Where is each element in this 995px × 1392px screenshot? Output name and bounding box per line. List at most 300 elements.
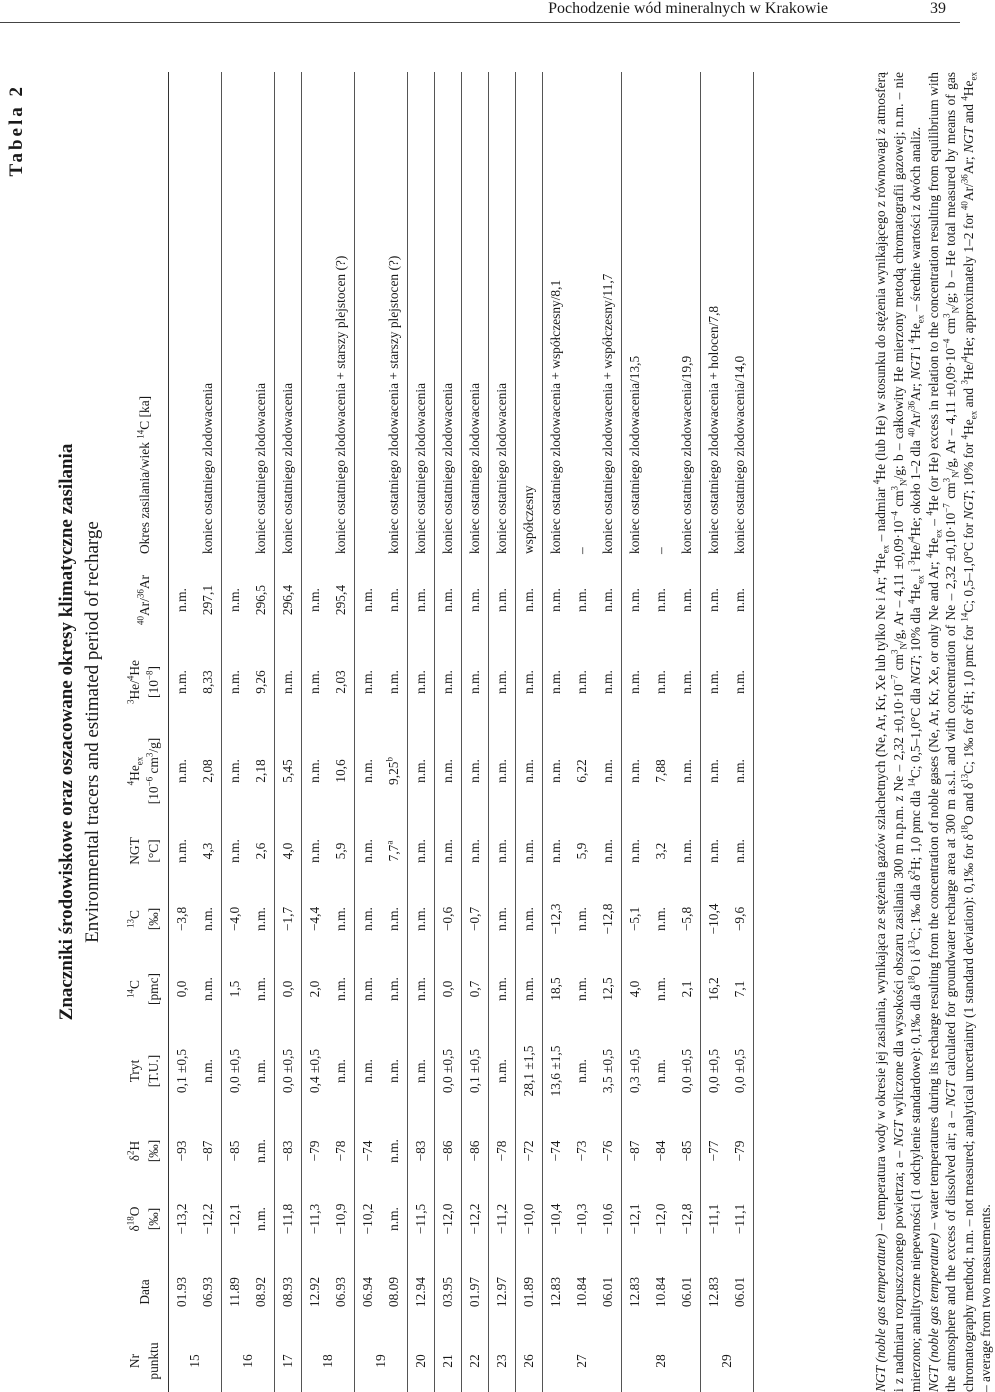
cell-nr: 28 — [622, 1330, 701, 1392]
cell-c13 — [195, 884, 222, 954]
cell-ngt — [569, 818, 595, 884]
cell-he4-value: 7,88 — [653, 759, 668, 783]
cell-ar — [543, 560, 570, 640]
cell-ar — [248, 560, 275, 640]
col-header-he4: $^4He_{ex}$ [$10^{-6}$ $cm^3/g$] — [120, 724, 169, 818]
table-row — [248, 72, 275, 1392]
cell-c14 — [275, 954, 302, 1024]
cell-d2h-value: −83 — [280, 1140, 295, 1162]
table-row — [674, 72, 701, 1392]
cell-tryt — [195, 1024, 222, 1118]
cell-he4 — [727, 724, 754, 818]
cell-he4 — [595, 724, 622, 818]
cell-he4 — [489, 724, 516, 818]
cell-he3 — [462, 640, 489, 724]
cell-c13 — [328, 884, 355, 954]
cell-tryt-value: n.m. — [253, 1059, 268, 1083]
cell-he3 — [381, 640, 408, 724]
cell-ar-value: n.m. — [413, 588, 428, 612]
cell-he4 — [381, 724, 408, 818]
cell-d18o-value: n.m. — [253, 1207, 268, 1231]
cell-d18o-value: −11,5 — [413, 1203, 428, 1235]
cell-zas — [462, 72, 489, 560]
cell-he4 — [435, 724, 462, 818]
cell-tryt — [222, 1024, 249, 1118]
cell-ngt-value: n.m. — [413, 839, 428, 863]
cell-c14-value: n.m. — [360, 977, 375, 1001]
cell-zas-value: koniec ostatniego zlodowacenia/14,0 — [732, 355, 747, 554]
cell-c14-value: 4,0 — [627, 980, 642, 998]
cell-c13-value: −5,8 — [679, 906, 694, 932]
cell-tryt-value: n.m. — [413, 1059, 428, 1083]
cell-d2h-value: −93 — [174, 1140, 189, 1162]
cell-zas — [248, 72, 275, 560]
cell-zas — [543, 72, 570, 560]
cell-d2h — [195, 1118, 222, 1184]
cell-c13-value: −4,4 — [307, 906, 322, 932]
cell-c14-value: 1,5 — [227, 980, 242, 998]
cell-c14-value: n.m. — [653, 977, 668, 1001]
rotated-table-page — [0, 71, 993, 1392]
cell-tryt — [595, 1024, 622, 1118]
cell-ar — [381, 560, 408, 640]
cell-c14-value: n.m. — [413, 977, 428, 1001]
cell-he4 — [248, 724, 275, 818]
cell-ngt — [275, 818, 302, 884]
col-header-he3: $^3$He/$^4$He $[10^{-8}]$ — [120, 640, 169, 724]
cell-tryt — [543, 1024, 570, 1118]
cell-c13 — [355, 884, 382, 954]
cell-d2h — [355, 1118, 382, 1184]
cell-d18o — [489, 1184, 516, 1254]
cell-ar — [516, 560, 543, 640]
cell-he3-value: n.m. — [548, 670, 563, 694]
cell-d2h — [435, 1118, 462, 1184]
cell-ar — [408, 560, 435, 640]
cell-ar-value: n.m. — [574, 588, 589, 612]
cell-ngt-value: 5,9 — [333, 842, 348, 860]
cell-zas — [195, 72, 222, 560]
col-header-ngt: NGT [°C] — [120, 818, 169, 884]
cell-d18o-value: −10,9 — [333, 1203, 348, 1235]
cell-data-value: 03.95 — [440, 1276, 455, 1308]
cell-tryt-value: 28,1 ±1,5 — [521, 1045, 536, 1097]
cell-nr: 23 — [489, 1330, 516, 1392]
cell-c13-value: −12,3 — [548, 903, 563, 935]
cell-d2h — [701, 1118, 728, 1184]
cell-ar — [489, 560, 516, 640]
cell-ar — [648, 560, 674, 640]
cell-ar-value: 295,4 — [333, 584, 348, 616]
cell-d2h — [222, 1118, 249, 1184]
cell-he3 — [408, 640, 435, 724]
cell-he3 — [622, 640, 649, 724]
cell-d18o-value: −10,2 — [360, 1203, 375, 1235]
cell-tryt-value: 3,5 ±0,5 — [600, 1048, 615, 1094]
cell-d18o — [674, 1184, 701, 1254]
cell-data-value: 01.89 — [521, 1276, 536, 1308]
cell-he4-value: n.m. — [467, 759, 482, 783]
cell-c13-value: n.m. — [200, 907, 215, 931]
cell-data-value: 12.83 — [706, 1276, 721, 1308]
cell-data-value: 12.97 — [494, 1276, 509, 1308]
cell-c13 — [595, 884, 622, 954]
cell-tryt — [302, 1024, 329, 1118]
cell-tryt-value: n.m. — [333, 1059, 348, 1083]
cell-zas — [222, 72, 249, 560]
cell-ngt-value: n.m. — [307, 839, 322, 863]
cell-c13-value: n.m. — [386, 907, 401, 931]
cell-d2h — [622, 1118, 649, 1184]
cell-d18o — [248, 1184, 275, 1254]
cell-he3-value: n.m. — [386, 670, 401, 694]
cell-nr: 19 — [355, 1330, 408, 1392]
cell-ngt — [516, 818, 543, 884]
cell-tryt — [275, 1024, 302, 1118]
note-pl-term-italic: (noble gas temperature) — [873, 1233, 888, 1363]
cell-data — [195, 1254, 222, 1330]
cell-he3-value: n.m. — [360, 670, 375, 694]
cell-he4 — [648, 724, 674, 818]
cell-d18o-value: −12,0 — [653, 1203, 668, 1235]
cell-c14-value: n.m. — [200, 977, 215, 1001]
cell-tryt-value: 0,0 ±0,5 — [227, 1048, 242, 1094]
cell-ngt-value: n.m. — [600, 839, 615, 863]
cell-zas-value: koniec ostatniego zlodowacenia + holocen/7,8 — [706, 305, 721, 554]
col-header-zasilanie: Okres zasilania/wiek $^{14}$C [ka] — [120, 72, 169, 560]
cell-zas-value: koniec ostatniego zlodowacenia — [494, 382, 509, 554]
cell-d2h-value: −77 — [706, 1140, 721, 1162]
cell-ar — [622, 560, 649, 640]
cell-d18o-value: −12,2 — [200, 1203, 215, 1235]
tracer-table — [120, 72, 754, 1392]
cell-he4-value: n.m. — [413, 759, 428, 783]
cell-c13 — [435, 884, 462, 954]
cell-d2h-value: −79 — [732, 1140, 747, 1162]
cell-ar — [328, 560, 355, 640]
cell-data — [355, 1254, 382, 1330]
table-header-row — [120, 72, 169, 1392]
cell-tryt — [169, 1024, 196, 1118]
cell-c13 — [622, 884, 649, 954]
cell-tryt — [381, 1024, 408, 1118]
cell-tryt-value: 0,1 ±0,5 — [174, 1048, 189, 1094]
cell-ar — [169, 560, 196, 640]
cell-he4-value: n.m. — [174, 759, 189, 783]
cell-nr: 22 — [462, 1330, 489, 1392]
cell-d18o — [435, 1184, 462, 1254]
cell-zas — [381, 72, 408, 560]
cell-ngt — [328, 818, 355, 884]
table-row — [569, 72, 595, 1392]
cell-c14-value: 0,0 — [174, 980, 189, 998]
cell-data — [222, 1254, 249, 1330]
cell-tryt-value: 0,0 ±0,5 — [280, 1048, 295, 1094]
cell-ngt — [543, 818, 570, 884]
cell-ngt-value: 7,7 — [386, 844, 401, 862]
cell-tryt-value: 13,6 ±1,5 — [548, 1045, 563, 1097]
cell-c13-value: −0,6 — [440, 906, 455, 932]
cell-d18o — [169, 1184, 196, 1254]
cell-d18o-value: n.m. — [386, 1207, 401, 1231]
cell-he3 — [489, 640, 516, 724]
table-row — [195, 72, 222, 1392]
cell-c13 — [248, 884, 275, 954]
cell-tryt-value: n.m. — [386, 1059, 401, 1083]
cell-data-value: 12.92 — [307, 1276, 322, 1308]
cell-ar — [435, 560, 462, 640]
cell-d2h — [595, 1118, 622, 1184]
cell-ngt — [222, 818, 249, 884]
cell-d2h-value: −76 — [600, 1140, 615, 1162]
note-pl-term: NGT — [873, 1365, 888, 1392]
cell-d2h — [328, 1118, 355, 1184]
cell-d2h — [462, 1118, 489, 1184]
cell-zas — [648, 72, 674, 560]
cell-c14-value: 12,5 — [600, 977, 615, 1001]
cell-he4 — [169, 724, 196, 818]
cell-he4 — [355, 724, 382, 818]
cell-tryt — [622, 1024, 649, 1118]
table-row — [381, 72, 408, 1392]
cell-c13-value: −10,4 — [706, 903, 721, 935]
cell-c13 — [462, 884, 489, 954]
cell-zas-value: – — [653, 547, 668, 554]
cell-ngt — [727, 818, 754, 884]
cell-c14 — [355, 954, 382, 1024]
cell-he3 — [222, 640, 249, 724]
cell-tryt — [516, 1024, 543, 1118]
cell-d18o — [222, 1184, 249, 1254]
cell-c14 — [648, 954, 674, 1024]
cell-d2h — [302, 1118, 329, 1184]
cell-zas — [595, 72, 622, 560]
col-header-data: Data — [120, 1254, 169, 1330]
cell-d2h — [648, 1118, 674, 1184]
running-title: Pochodzenie wód mineralnych w Krakowie — [548, 0, 828, 17]
cell-ngt-value: 4,3 — [200, 842, 215, 860]
cell-he3-value: n.m. — [227, 670, 242, 694]
cell-he4-value: n.m. — [600, 759, 615, 783]
cell-d18o — [195, 1184, 222, 1254]
cell-he4-value: n.m. — [627, 759, 642, 783]
cell-ngt-value: n.m. — [548, 839, 563, 863]
cell-zas-value: koniec ostatniego zlodowacenia + starszy plejstocen (?) — [386, 255, 401, 554]
cell-ngt-value: n.m. — [732, 839, 747, 863]
cell-c14-value: n.m. — [386, 977, 401, 1001]
cell-d18o — [622, 1184, 649, 1254]
cell-zas-value: koniec ostatniego zlodowacenia — [467, 382, 482, 554]
cell-c13 — [701, 884, 728, 954]
cell-ngt — [302, 818, 329, 884]
cell-data-value: 06.01 — [679, 1276, 694, 1308]
cell-nr: 18 — [302, 1330, 355, 1392]
cell-he3 — [648, 640, 674, 724]
cell-data-value: 10.84 — [574, 1276, 589, 1308]
table-row — [435, 72, 462, 1392]
cell-c14-value: 7,1 — [732, 980, 747, 998]
cell-he4 — [569, 724, 595, 818]
cell-ngt — [674, 818, 701, 884]
cell-he3 — [275, 640, 302, 724]
cell-tryt-value: 0,1 ±0,5 — [467, 1048, 482, 1094]
cell-he4-value: 6,22 — [574, 759, 589, 783]
cell-c14 — [435, 954, 462, 1024]
cell-he4 — [543, 724, 570, 818]
cell-c14 — [622, 954, 649, 1024]
cell-ngt — [595, 818, 622, 884]
cell-tryt — [569, 1024, 595, 1118]
cell-data — [328, 1254, 355, 1330]
cell-d18o-value: −13,2 — [174, 1203, 189, 1235]
cell-he4-value: n.m. — [360, 759, 375, 783]
col-header-ar: $^{40}$Ar/$^{36}$Ar — [120, 560, 169, 640]
cell-data — [248, 1254, 275, 1330]
cell-d2h-value: −85 — [227, 1140, 242, 1162]
cell-c13 — [543, 884, 570, 954]
cell-data — [569, 1254, 595, 1330]
cell-d2h — [408, 1118, 435, 1184]
cell-d18o — [543, 1184, 570, 1254]
cell-ar-value: n.m. — [227, 588, 242, 612]
col-header-d18o: $\delta^{18}O$ [‰] — [120, 1184, 169, 1254]
cell-c13 — [302, 884, 329, 954]
cell-ngt-value: n.m. — [174, 839, 189, 863]
cell-c14 — [701, 954, 728, 1024]
cell-nr: 15 — [169, 1330, 222, 1392]
cell-c14 — [595, 954, 622, 1024]
cell-ar-value: n.m. — [494, 588, 509, 612]
cell-nr: 21 — [435, 1330, 462, 1392]
cell-tryt — [328, 1024, 355, 1118]
cell-he3 — [727, 640, 754, 724]
cell-data — [727, 1254, 754, 1330]
cell-ngt — [622, 818, 649, 884]
cell-zas-value: koniec ostatniego zlodowacenia + współczesny/8,1 — [548, 279, 563, 554]
cell-ar-value: n.m. — [732, 588, 747, 612]
cell-c14-value: 18,5 — [548, 977, 563, 1001]
table-row — [408, 72, 435, 1392]
cell-nr: 29 — [701, 1330, 754, 1392]
cell-zas — [275, 72, 302, 560]
cell-ar — [222, 560, 249, 640]
cell-ar — [195, 560, 222, 640]
cell-d2h-value: n.m. — [386, 1139, 401, 1163]
cell-d18o — [408, 1184, 435, 1254]
cell-tryt-value: 0,0 ±0,5 — [679, 1048, 694, 1094]
table-row — [543, 72, 570, 1392]
cell-data — [701, 1254, 728, 1330]
cell-data — [489, 1254, 516, 1330]
table-label: Tabela 2 — [6, 84, 27, 177]
cell-zas — [489, 72, 516, 560]
cell-ar-value: n.m. — [679, 588, 694, 612]
cell-data — [648, 1254, 674, 1330]
cell-tryt — [727, 1024, 754, 1118]
cell-c13 — [516, 884, 543, 954]
cell-he3 — [195, 640, 222, 724]
cell-data — [595, 1254, 622, 1330]
cell-c13-value: n.m. — [413, 907, 428, 931]
table-row — [169, 72, 196, 1392]
cell-he3-value: 8,33 — [200, 670, 215, 694]
cell-c13 — [381, 884, 408, 954]
cell-d2h-value: −85 — [679, 1140, 694, 1162]
cell-he3 — [701, 640, 728, 724]
cell-c13-value: n.m. — [574, 907, 589, 931]
cell-data — [408, 1254, 435, 1330]
col-header-c14: $^{14}$C [pmc] — [120, 954, 169, 1024]
cell-zas — [408, 72, 435, 560]
cell-d18o-value: −10,4 — [548, 1203, 563, 1235]
table-row — [355, 72, 382, 1392]
cell-he4 — [674, 724, 701, 818]
cell-data-value: 06.94 — [360, 1276, 375, 1308]
cell-ar — [302, 560, 329, 640]
cell-c14 — [489, 954, 516, 1024]
table-title-pl: Znaczniki środowiskowe oraz oszacowane okresy klimatyczne zasilania — [56, 443, 77, 1021]
cell-zas-value: – — [574, 547, 589, 554]
cell-he3-value: n.m. — [600, 670, 615, 694]
running-header — [0, 0, 960, 23]
cell-tryt-value: n.m. — [360, 1059, 375, 1083]
cell-nr: 26 — [516, 1330, 543, 1392]
cell-ngt-value: 2,6 — [253, 842, 268, 860]
cell-d18o-value: −12,1 — [627, 1203, 642, 1235]
col-header-nr: Nr punktu — [120, 1330, 169, 1392]
col-header-d2h: $\delta^2H$ [‰] — [120, 1118, 169, 1184]
cell-nr: 17 — [275, 1330, 302, 1392]
cell-ar — [569, 560, 595, 640]
cell-ar-value: n.m. — [627, 588, 642, 612]
cell-he3-value: 2,03 — [333, 670, 348, 694]
cell-d18o — [648, 1184, 674, 1254]
cell-c13-value: n.m. — [494, 907, 509, 931]
cell-d18o-value: −12,8 — [679, 1203, 694, 1235]
cell-ar-value: n.m. — [548, 588, 563, 612]
cell-he4-value: n.m. — [706, 759, 721, 783]
cell-d18o — [595, 1184, 622, 1254]
cell-data-value: 06.93 — [200, 1276, 215, 1308]
cell-data-value: 10.84 — [653, 1276, 668, 1308]
cell-ngt-value: n.m. — [360, 839, 375, 863]
cell-d18o — [302, 1184, 329, 1254]
cell-ar-value: n.m. — [467, 588, 482, 612]
cell-d18o — [275, 1184, 302, 1254]
cell-ar-value: 296,4 — [280, 584, 295, 616]
cell-zas-value: koniec ostatniego zlodowacenia/13,5 — [627, 355, 642, 554]
cell-d18o-value: −11,1 — [706, 1203, 721, 1235]
cell-ngt — [648, 818, 674, 884]
cell-ngt-value: n.m. — [706, 839, 721, 863]
cell-tryt — [248, 1024, 275, 1118]
cell-c14 — [169, 954, 196, 1024]
table-row — [622, 72, 649, 1392]
cell-c14 — [302, 954, 329, 1024]
cell-data-value: 08.93 — [280, 1276, 295, 1308]
cell-nr: 16 — [222, 1330, 275, 1392]
cell-tryt — [408, 1024, 435, 1118]
cell-he3-value: n.m. — [307, 670, 322, 694]
cell-ar — [674, 560, 701, 640]
cell-d18o — [355, 1184, 382, 1254]
cell-c13-value: −5,1 — [627, 906, 642, 932]
cell-data-value: 01.97 — [467, 1276, 482, 1308]
cell-zas — [328, 72, 355, 560]
cell-he3-value: n.m. — [627, 670, 642, 694]
cell-c13 — [169, 884, 196, 954]
cell-ngt-value: 3,2 — [653, 842, 668, 860]
